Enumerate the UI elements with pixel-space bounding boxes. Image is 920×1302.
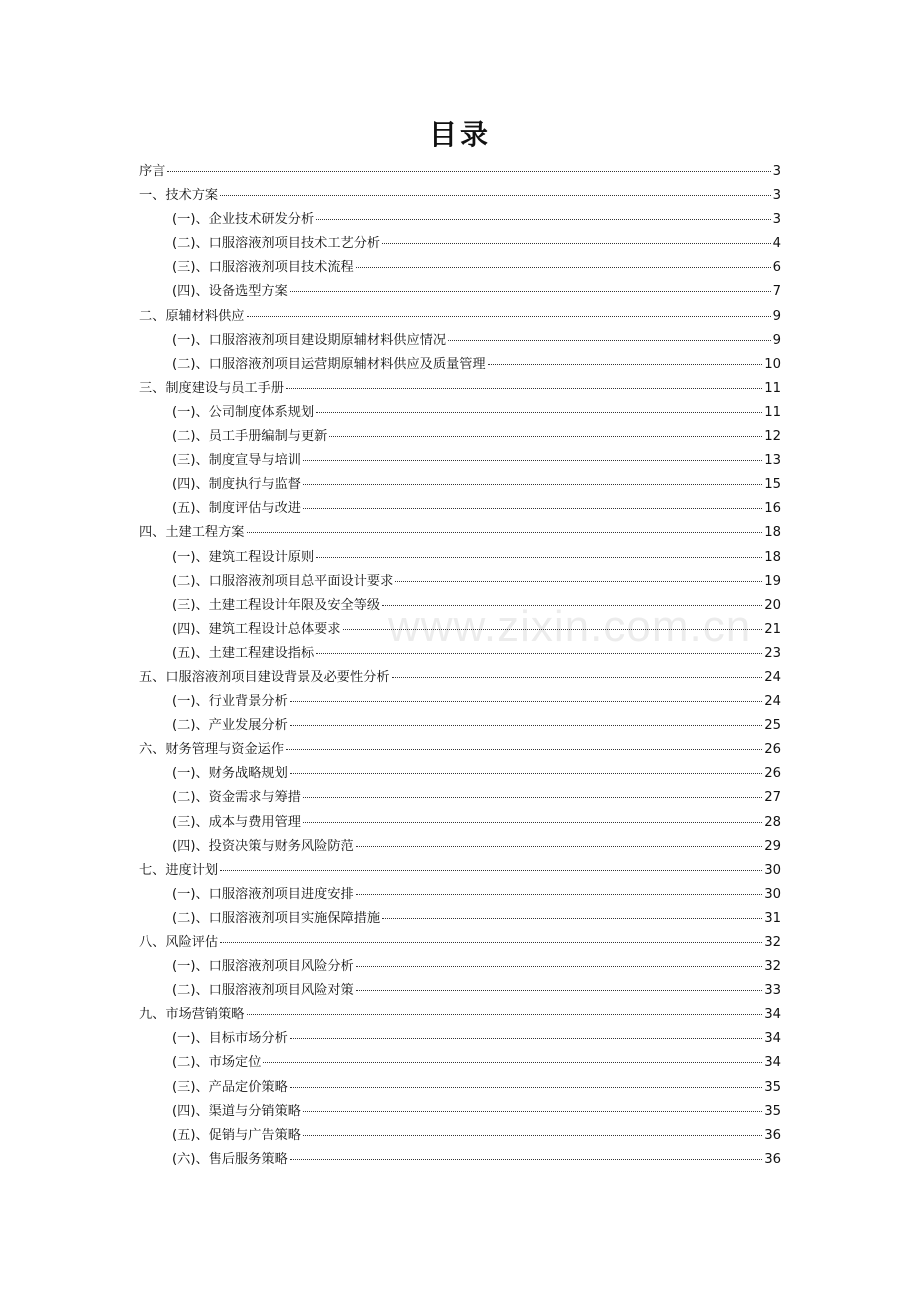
- toc-page-number: 25: [764, 718, 781, 734]
- toc-page-number: 36: [764, 1127, 781, 1143]
- toc-dot-leader: [392, 676, 763, 678]
- toc-subsection-entry[interactable]: [139, 232, 781, 256]
- toc-section-entry[interactable]: [139, 184, 781, 208]
- toc-section-entry[interactable]: [139, 859, 781, 883]
- toc-subsection-entry[interactable]: [139, 690, 781, 714]
- toc-page-number: 7: [772, 284, 781, 300]
- toc-page-number: 26: [764, 742, 781, 758]
- toc-dot-leader: [220, 194, 770, 196]
- toc-dot-leader: [303, 821, 762, 823]
- toc-subsection-entry[interactable]: [139, 425, 781, 449]
- toc-dot-leader: [382, 917, 762, 919]
- toc-subsection-entry[interactable]: [139, 1076, 781, 1100]
- toc-section-entry[interactable]: [139, 666, 781, 690]
- toc-dot-leader: [167, 170, 770, 172]
- toc-dot-leader: [290, 1158, 762, 1160]
- toc-entry-label: (一)、行业背景分析: [172, 694, 288, 710]
- toc-entry-label: (二)、口服溶液剂项目实施保障措施: [172, 910, 381, 926]
- toc-entry-label: (三)、制度宣导与培训: [172, 453, 301, 469]
- toc-page-number: 35: [764, 1079, 781, 1095]
- toc-page-number: 18: [764, 549, 781, 565]
- toc-page-number: 34: [764, 1055, 781, 1071]
- toc-dot-leader: [329, 435, 762, 437]
- toc-subsection-entry[interactable]: [139, 1124, 781, 1148]
- toc-entry-label: (一)、口服溶液剂项目建设期原辅材料供应情况: [172, 332, 447, 348]
- toc-subsection-entry[interactable]: [139, 449, 781, 473]
- toc-dot-leader: [488, 363, 763, 365]
- toc-entry-label: (三)、成本与费用管理: [172, 814, 301, 830]
- toc-entry-label: (四)、制度执行与监督: [172, 477, 301, 493]
- toc-dot-leader: [303, 1110, 762, 1112]
- toc-page-number: 3: [772, 164, 781, 179]
- toc-page-number: 12: [764, 429, 781, 445]
- toc-subsection-entry[interactable]: [139, 714, 781, 738]
- toc-dot-leader: [303, 796, 762, 798]
- toc-subsection-entry[interactable]: [139, 835, 781, 859]
- toc-entry-label: 八、风险评估: [139, 935, 219, 950]
- toc-dot-leader: [303, 459, 762, 461]
- toc-section-entry[interactable]: [139, 1003, 781, 1027]
- toc-subsection-entry[interactable]: [139, 353, 781, 377]
- toc-dot-leader: [290, 724, 762, 726]
- toc-subsection-entry[interactable]: [139, 955, 781, 979]
- toc-entry-label: 七、进度计划: [139, 862, 219, 878]
- toc-dot-leader: [395, 580, 762, 582]
- toc-subsection-entry[interactable]: [139, 329, 781, 353]
- toc-entry-label: (五)、土建工程建设指标: [172, 645, 315, 661]
- toc-subsection-entry[interactable]: [139, 762, 781, 786]
- toc-page-number: 24: [764, 694, 781, 710]
- toc-entry-label: (一)、建筑工程设计原则: [172, 549, 315, 565]
- toc-page-number: 32: [764, 959, 781, 975]
- toc-page-number: 6: [772, 260, 781, 276]
- toc-page-number: 23: [764, 645, 781, 661]
- toc-page-number: 32: [764, 935, 781, 950]
- toc-entry-label: (一)、企业技术研发分析: [172, 212, 315, 228]
- toc-entry-label: (五)、制度评估与改进: [172, 501, 301, 517]
- toc-page-number: 28: [764, 814, 781, 830]
- toc-subsection-entry[interactable]: [139, 208, 781, 232]
- toc-list: [139, 160, 781, 1172]
- toc-entry-label: (三)、口服溶液剂项目技术流程: [172, 260, 354, 276]
- toc-subsection-entry[interactable]: [139, 1100, 781, 1124]
- toc-dot-leader: [356, 893, 762, 895]
- toc-dot-leader: [448, 339, 771, 341]
- toc-dot-leader: [382, 242, 771, 244]
- toc-dot-leader: [303, 1134, 762, 1136]
- toc-page-number: 19: [764, 573, 781, 589]
- toc-dot-leader: [290, 772, 762, 774]
- toc-section-entry[interactable]: [139, 377, 781, 401]
- toc-page-number: 36: [764, 1151, 781, 1167]
- toc-section-entry[interactable]: [139, 521, 781, 545]
- toc-entry-label: (五)、促销与广告策略: [172, 1127, 301, 1143]
- toc-dot-leader: [220, 941, 762, 943]
- toc-entry-label: 二、原辅材料供应: [139, 308, 245, 324]
- toc-entry-label: 三、制度建设与员工手册: [139, 380, 285, 396]
- toc-entry-label: 九、市场营销策略: [139, 1007, 245, 1023]
- toc-page-number: 10: [764, 356, 781, 372]
- toc-entry-label: 四、土建工程方案: [139, 525, 245, 541]
- toc-subsection-entry[interactable]: [139, 497, 781, 521]
- toc-page-number: 24: [764, 669, 781, 685]
- toc-page-number: 26: [764, 766, 781, 782]
- toc-page-number: 34: [764, 1007, 781, 1023]
- toc-dot-leader: [247, 531, 763, 533]
- toc-subsection-entry[interactable]: [139, 570, 781, 594]
- toc-entry-label: (一)、口服溶液剂项目进度安排: [172, 886, 354, 902]
- toc-subsection-entry[interactable]: [139, 473, 781, 497]
- toc-entry-label: 六、财务管理与资金运作: [139, 742, 285, 758]
- toc-entry-label: 一、技术方案: [139, 188, 219, 204]
- toc-entry-label: (三)、土建工程设计年限及安全等级: [172, 597, 381, 613]
- toc-page-number: 4: [772, 236, 781, 252]
- toc-dot-leader: [303, 507, 762, 509]
- toc-dot-leader: [316, 411, 762, 413]
- toc-entry-label: (二)、口服溶液剂项目风险对策: [172, 983, 354, 999]
- toc-section-entry[interactable]: [139, 738, 781, 762]
- toc-page-number: 13: [764, 453, 781, 469]
- toc-page-number: 30: [764, 862, 781, 878]
- toc-dot-leader: [316, 218, 770, 220]
- toc-entry-label: 五、口服溶液剂项目建设背景及必要性分析: [139, 669, 390, 685]
- toc-dot-leader: [356, 845, 762, 847]
- toc-page-number: 35: [764, 1103, 781, 1119]
- toc-page-number: 29: [764, 838, 781, 854]
- toc-subsection-entry[interactable]: [139, 1148, 781, 1172]
- watermark: www.zixin.com.cn: [388, 602, 752, 651]
- toc-subsection-entry[interactable]: [139, 401, 781, 425]
- toc-entry-label: (四)、建筑工程设计总体要求: [172, 621, 341, 637]
- toc-dot-leader: [290, 700, 762, 702]
- toc-page-number: 11: [764, 380, 781, 396]
- toc-subsection-entry[interactable]: [139, 811, 781, 835]
- toc-entry-label: (四)、投资决策与财务风险防范: [172, 838, 354, 854]
- toc-entry-label: 序言: [139, 164, 166, 179]
- toc-page-number: 21: [764, 621, 781, 637]
- toc-page-number: 11: [764, 404, 781, 420]
- toc-entry-label: (四)、设备选型方案: [172, 284, 288, 300]
- toc-entry-label: (一)、公司制度体系规划: [172, 404, 315, 420]
- toc-dot-leader: [356, 266, 771, 268]
- toc-dot-leader: [247, 1013, 763, 1015]
- toc-entry-label: (二)、口服溶液剂项目运营期原辅材料供应及质量管理: [172, 356, 486, 372]
- toc-subsection-entry[interactable]: [139, 1027, 781, 1051]
- toc-page-number: 9: [772, 332, 781, 348]
- toc-dot-leader: [290, 1037, 762, 1039]
- toc-entry-label: (一)、目标市场分析: [172, 1031, 288, 1047]
- toc-entry-label: (二)、资金需求与筹措: [172, 790, 301, 806]
- toc-entry-label: (一)、口服溶液剂项目风险分析: [172, 959, 354, 975]
- toc-page-number: 16: [764, 501, 781, 517]
- toc-dot-leader: [316, 556, 762, 558]
- toc-subsection-entry[interactable]: [139, 907, 781, 931]
- toc-entry-label: (二)、市场定位: [172, 1055, 262, 1071]
- toc-dot-leader: [290, 1086, 762, 1088]
- toc-subsection-entry[interactable]: [139, 256, 781, 280]
- toc-entry-label: (三)、产品定价策略: [172, 1079, 288, 1095]
- toc-dot-leader: [356, 989, 762, 991]
- toc-entry-label: (一)、财务战略规划: [172, 766, 288, 782]
- toc-page-number: 27: [764, 790, 781, 806]
- toc-dot-leader: [290, 290, 771, 292]
- toc-dot-leader: [286, 748, 762, 750]
- toc-page-number: 34: [764, 1031, 781, 1047]
- toc-dot-leader: [316, 652, 762, 654]
- toc-entry-label: (二)、产业发展分析: [172, 718, 288, 734]
- toc-subsection-entry[interactable]: [139, 883, 781, 907]
- toc-subsection-entry[interactable]: [139, 546, 781, 570]
- toc-entry-label: (二)、口服溶液剂项目总平面设计要求: [172, 573, 394, 589]
- toc-page-number: 15: [764, 477, 781, 493]
- toc-entry-label: (二)、员工手册编制与更新: [172, 429, 328, 445]
- toc-subsection-entry[interactable]: [139, 786, 781, 810]
- toc-dot-leader: [286, 387, 762, 389]
- toc-page-number: 3: [772, 212, 781, 228]
- toc-title: 目录: [428, 118, 491, 151]
- toc-page-number: 9: [772, 308, 781, 324]
- toc-section-entry[interactable]: [139, 160, 781, 184]
- toc-dot-leader: [220, 869, 762, 871]
- toc-section-entry[interactable]: [139, 305, 781, 329]
- toc-entry-label: (二)、口服溶液剂项目技术工艺分析: [172, 236, 381, 252]
- toc-page-number: 20: [764, 597, 781, 613]
- toc-dot-leader: [356, 965, 762, 967]
- toc-subsection-entry[interactable]: [139, 979, 781, 1003]
- toc-entry-label: (六)、售后服务策略: [172, 1151, 288, 1167]
- toc-page-number: 18: [764, 525, 781, 541]
- toc-page-number: 3: [772, 188, 781, 204]
- toc-page-number: 33: [764, 983, 781, 999]
- toc-dot-leader: [303, 483, 762, 485]
- toc-page-number: 30: [764, 886, 781, 902]
- toc-subsection-entry[interactable]: [139, 280, 781, 304]
- toc-section-entry[interactable]: [139, 931, 781, 955]
- toc-dot-leader: [263, 1061, 762, 1063]
- toc-entry-label: (四)、渠道与分销策略: [172, 1103, 301, 1119]
- toc-subsection-entry[interactable]: [139, 1051, 781, 1075]
- toc-page-number: 31: [764, 910, 781, 926]
- toc-dot-leader: [247, 315, 771, 317]
